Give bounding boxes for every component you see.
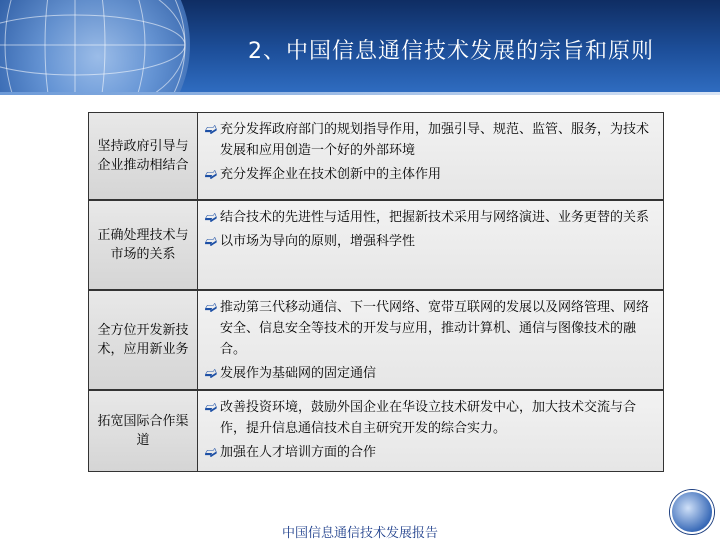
list-item	[202, 397, 653, 439]
principle-label: 拓宽国际合作渠 道	[88, 390, 198, 472]
principle-row	[88, 112, 664, 200]
list-item-text: 结合技术的先进性与适用性，把握新技术采用与网络演进、业务更替的关系	[220, 210, 650, 225]
globe-grid-lines	[0, 0, 190, 92]
list-item	[202, 442, 653, 463]
list-item-text: 改善投资环境，鼓励外国企业在华设立技术研发中心，加大技术交流与合作，提升信息通信技术自主研究开发的综合实力。	[220, 400, 637, 436]
arrow-bullet-icon: ➫	[204, 232, 218, 250]
list-item	[202, 207, 653, 228]
principle-content	[198, 200, 664, 290]
principle-content	[198, 112, 664, 200]
list-item	[202, 297, 653, 360]
arrow-bullet-icon: ➫	[204, 208, 218, 226]
arrow-bullet-icon: ➫	[204, 298, 218, 316]
list-item	[202, 363, 653, 384]
principle-label: 坚持政府引导与 企业推动相结合	[88, 112, 198, 200]
arrow-bullet-icon: ➫	[204, 120, 218, 138]
arrow-bullet-icon: ➫	[204, 398, 218, 416]
list-item	[202, 119, 653, 161]
principle-label: 全方位开发新技 术，应用新业务	[88, 290, 198, 390]
principle-content	[198, 290, 664, 390]
logo-icon	[670, 490, 714, 534]
header-banner	[0, 0, 720, 92]
arrow-bullet-icon: ➫	[204, 443, 218, 461]
header-divider	[0, 92, 720, 95]
list-item-text: 充分发挥企业在技术创新中的主体作用	[220, 167, 442, 182]
list-item-text: 充分发挥政府部门的规划指导作用，加强引导、规范、监管、服务，为技术发展和应用创造一个好的外部环境	[220, 122, 650, 158]
principle-row	[88, 390, 664, 472]
principle-row	[88, 200, 664, 290]
arrow-bullet-icon: ➫	[204, 364, 218, 382]
footer-caption: 中国信息通信技术发展报告	[281, 526, 438, 540]
principle-row	[88, 290, 664, 390]
arrow-bullet-icon: ➫	[204, 165, 218, 183]
page-title: 2、中国信息通信技术发展的宗旨和原则	[248, 39, 654, 64]
list-item-text: 加强在人才培训方面的合作	[220, 445, 377, 460]
list-item	[202, 164, 653, 185]
list-item-text: 以市场为导向的原则，增强科学性	[220, 234, 416, 249]
list-item	[202, 231, 653, 252]
principle-label: 正确处理技术与 市场的关系	[88, 200, 198, 290]
list-item-text: 推动第三代移动通信、下一代网络、宽带互联网的发展以及网络管理、网络安全、信息安全等技术的开发与应用，推动计算机、通信与图像技术的融合。	[220, 300, 650, 357]
list-item-text: 发展作为基础网的固定通信	[220, 366, 377, 381]
principle-content	[198, 390, 664, 472]
